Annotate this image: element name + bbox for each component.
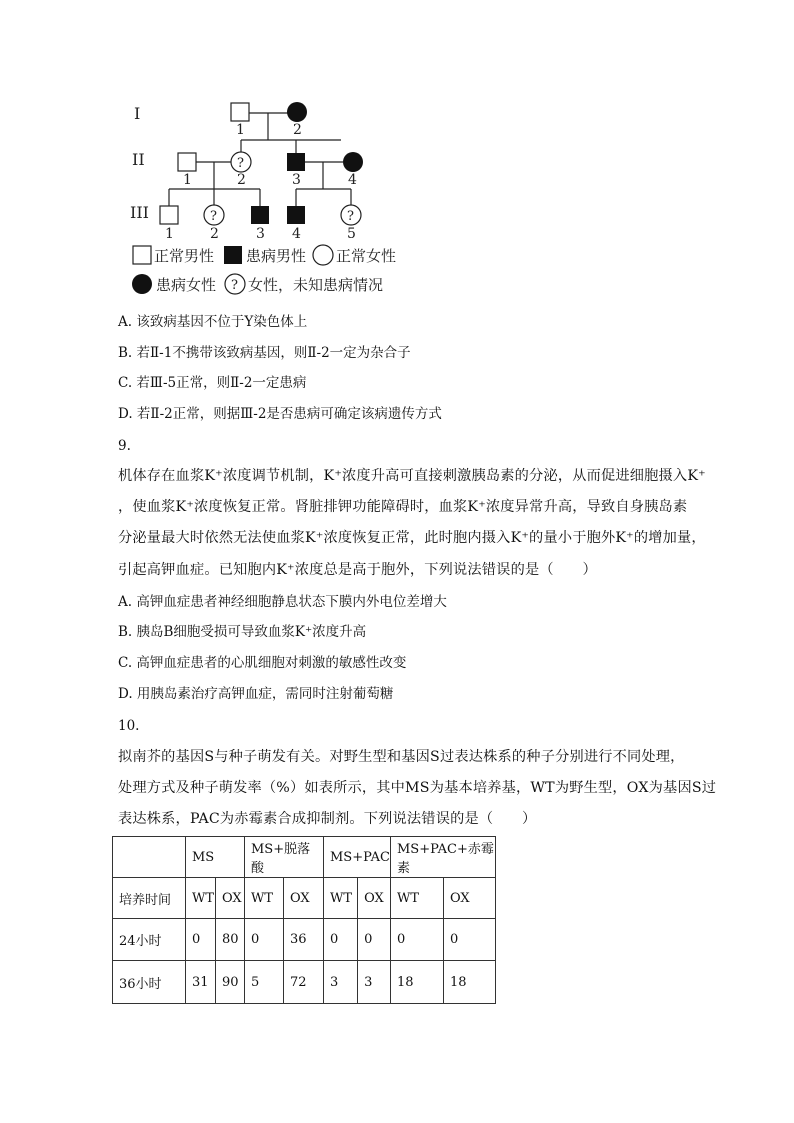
table-cell: 80	[216, 919, 245, 961]
II4-number: 4	[348, 172, 357, 188]
q9-stem-line-2: ，使血浆K⁺浓度恢复正常。肾脏排钾功能障碍时，血浆K⁺浓度异常升高，导致自身胰岛素	[118, 499, 688, 515]
III1-number: 1	[165, 226, 174, 242]
q9-option-d: D. 用胰岛素治疗高钾血症，需同时注射葡萄糖	[118, 686, 394, 702]
legend-affected-female-icon	[132, 274, 152, 294]
III5-number: 5	[347, 226, 356, 242]
table-cell: 18	[444, 961, 496, 1004]
pedigree-chart	[118, 92, 418, 302]
q8-option-a: A. 该致病基因不位于Y染色体上	[118, 314, 308, 330]
row-label: 24小时	[113, 919, 186, 961]
treatment-header: MS+脱落酸	[245, 837, 324, 878]
legend-normal-male: 正常男性	[154, 247, 215, 265]
III3-affected-male	[251, 206, 269, 224]
legend-normal-male-icon	[133, 246, 151, 264]
subheader-cell: WT	[391, 878, 444, 919]
table-corner-cell	[113, 837, 186, 878]
table-cell: 3	[324, 961, 358, 1004]
gen-label-2: II	[132, 150, 145, 169]
table-cell: 36	[284, 919, 324, 961]
treatment-header: MS	[186, 837, 245, 878]
subheader-cell: OX	[444, 878, 496, 919]
q9-option-a: A. 高钾血症患者神经细胞静息状态下膜内外电位差增大	[118, 594, 447, 610]
II2-unknown-mark: ?	[237, 156, 244, 171]
table-cell: 0	[358, 919, 391, 961]
row-label-header: 培养时间	[113, 878, 186, 919]
subheader-cell: WT	[245, 878, 284, 919]
table-row	[113, 961, 496, 1004]
q9-stem-line-3: 分泌量最大时依然无法使血浆K⁺浓度恢复正常，此时胞内摄入K⁺的量小于胞外K⁺的增加量，	[118, 530, 706, 546]
legend-normal-female: 正常女性	[336, 247, 397, 265]
table-subheader-row	[113, 878, 496, 919]
germination-table	[112, 836, 496, 1004]
I2-affected-female	[287, 102, 307, 122]
legend-unknown-female: 女性，未知患病情况	[248, 276, 384, 294]
subheader-cell: WT	[324, 878, 358, 919]
III2-unknown-mark: ?	[210, 209, 217, 224]
table-cell: 18	[391, 961, 444, 1004]
table-cell: 0	[444, 919, 496, 961]
III1-normal-male	[160, 206, 178, 224]
q10-number: 10.	[118, 718, 140, 734]
subheader-cell: OX	[358, 878, 391, 919]
treatment-header: MS+PAC+赤霉素	[391, 837, 496, 878]
gen-label-3: III	[130, 203, 149, 222]
q8-option-d: D. 若Ⅱ-2正常，则据Ⅲ-2是否患病可确定该病遗传方式	[118, 406, 442, 422]
table-cell: 0	[186, 919, 216, 961]
table-row	[113, 919, 496, 961]
q9-number: 9.	[118, 438, 131, 454]
II2-number: 2	[237, 172, 246, 188]
table-header-row	[113, 837, 496, 878]
I1-normal-male	[231, 103, 249, 121]
III3-number: 3	[256, 226, 265, 242]
row-label: 36小时	[113, 961, 186, 1004]
table-cell: 0	[324, 919, 358, 961]
legend-affected-female: 患病女性	[156, 276, 217, 294]
III2-number: 2	[210, 226, 219, 242]
III5-unknown-mark: ?	[347, 209, 354, 224]
legend-affected-male: 患病男性	[246, 247, 307, 265]
q9-stem-line-4: 引起高钾血症。已知胞内K⁺浓度总是高于胞外，下列说法错误的是（ ）	[118, 562, 597, 578]
table-cell: 0	[391, 919, 444, 961]
I1-number: 1	[236, 122, 245, 138]
II1-number: 1	[183, 172, 192, 188]
table-cell: 3	[358, 961, 391, 1004]
q10-stem-line-1: 拟南芥的基因S与种子萌发有关。对野生型和基因S过表达株系的种子分别进行不同处理，	[118, 749, 685, 765]
table-cell: 5	[245, 961, 284, 1004]
subheader-cell: OX	[284, 878, 324, 919]
II3-number: 3	[292, 172, 301, 188]
table-cell: 31	[186, 961, 216, 1004]
III4-number: 4	[292, 226, 301, 242]
q10-stem-line-2: 处理方式及种子萌发率（%）如表所示，其中MS为基本培养基，WT为野生型，OX为基因S过	[118, 780, 717, 796]
table-cell: 90	[216, 961, 245, 1004]
table-cell: 0	[245, 919, 284, 961]
q9-stem-line-1: 机体存在血浆K⁺浓度调节机制，K⁺浓度升高可直接刺激胰岛素的分泌，从而促进细胞摄入K⁺	[118, 468, 706, 484]
II4-affected-female	[343, 152, 363, 172]
q9-option-c: C. 高钾血症患者的心肌细胞对刺激的敏感性改变	[118, 655, 407, 671]
III4-affected-male	[287, 206, 305, 224]
q8-option-c: C. 若Ⅲ-5正常，则Ⅱ-2一定患病	[118, 375, 307, 391]
legend-unknown-mark: ?	[231, 278, 238, 293]
subheader-cell: OX	[216, 878, 245, 919]
treatment-header: MS+PAC	[324, 837, 391, 878]
table-cell: 72	[284, 961, 324, 1004]
I2-number: 2	[293, 122, 302, 138]
q9-option-b: B. 胰岛B细胞受损可导致血浆K⁺浓度升高	[118, 624, 367, 640]
II3-affected-male	[287, 153, 305, 171]
legend-affected-male-icon	[224, 246, 242, 264]
q8-option-b: B. 若Ⅱ-1不携带该致病基因，则Ⅱ-2一定为杂合子	[118, 345, 411, 361]
II1-normal-male	[178, 153, 196, 171]
subheader-cell: WT	[186, 878, 216, 919]
gen-label-1: I	[134, 104, 141, 123]
q10-stem-line-3: 表达株系，PAC为赤霉素合成抑制剂。下列说法错误的是（ ）	[118, 811, 537, 827]
legend-normal-female-icon	[313, 245, 333, 265]
